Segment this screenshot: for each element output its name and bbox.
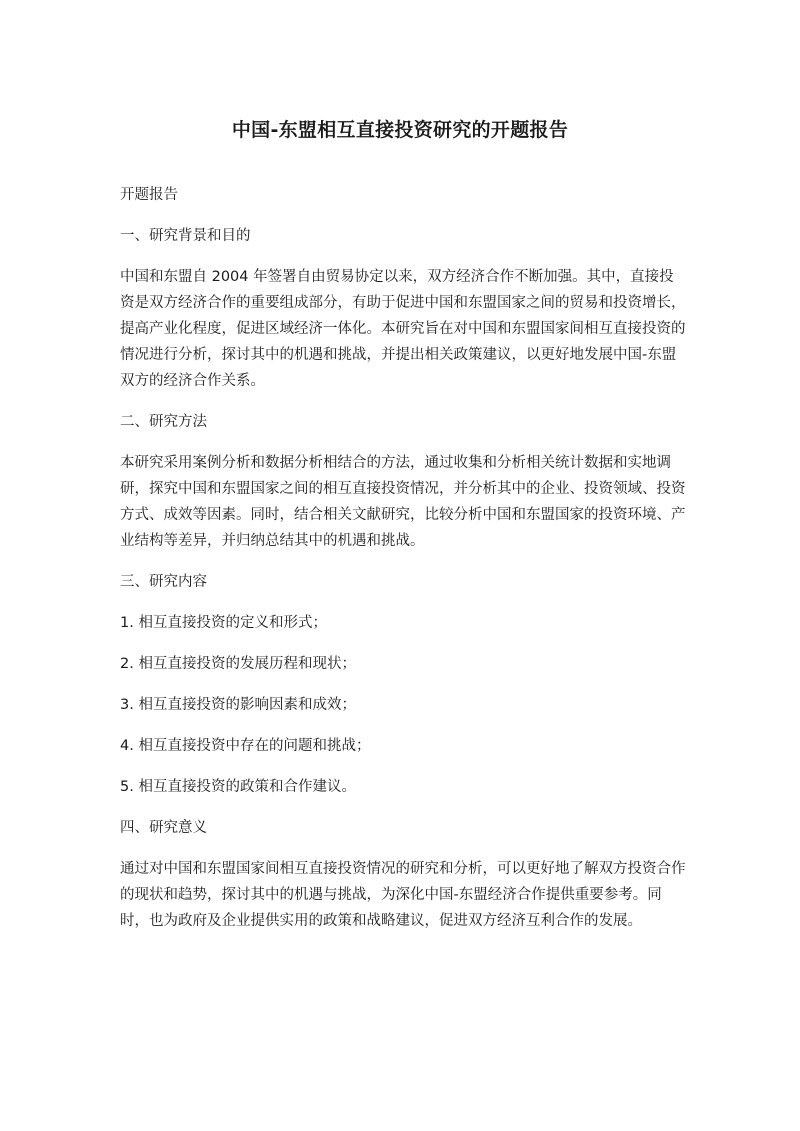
list-item: 3. 相互直接投资的影响因素和成效；: [120, 697, 356, 713]
section-heading-method: 二、研究方法: [120, 414, 207, 430]
list-item: 1. 相互直接投资的定义和形式；: [120, 615, 327, 631]
section-body-background: 中国和东盟自 2004 年签署自由贸易协定以来，双方经济合作不断加强。其中，直接投资是双方经济合作的重要组成部分，有助于促进中国和东盟国家之间的贸易和投资增长，提高产业化程度，促进区域经济一体化。本研究旨在对中国和东盟国家间相互直接投资的情况进行分析，探讨其中的机遇和挑战，并提出相关政策建议，以更好地发展中国-东盟双方的经济合作关系。: [120, 269, 686, 389]
section-body-significance: 通过对中国和东盟国家间相互直接投资情况的研究和分析，可以更好地了解双方投资合作的现状和趋势，探讨其中的机遇与挑战，为深化中国-东盟经济合作提供重要参考。同时，也为政府及企业提供实用的政策和战略建议，促进双方经济互利合作的发展。: [120, 861, 686, 929]
section-body-method: 本研究采用案例分析和数据分析相结合的方法，通过收集和分析相关统计数据和实地调研，探究中国和东盟国家之间的相互直接投资情况，并分析其中的企业、投资领域、投资方式、成效等因素。同时，结合相关文献研究，比较分析中国和东盟国家的投资环境、产业结构等差异，并归纳总结其中的机遇和挑战。: [120, 455, 686, 549]
section-heading-background: 一、研究背景和目的: [120, 228, 251, 244]
section-heading-content: 三、研究内容: [120, 574, 207, 590]
document-body: [120, 182, 688, 949]
list-item: 5. 相互直接投资的政策和合作建议。: [120, 779, 356, 795]
report-label: 开题报告: [120, 187, 178, 203]
document-title: 中国-东盟相互直接投资研究的开题报告: [231, 119, 569, 141]
list-item: 2. 相互直接投资的发展历程和现状；: [120, 656, 356, 672]
section-heading-significance: 四、研究意义: [120, 820, 207, 836]
list-item: 4. 相互直接投资中存在的问题和挑战；: [120, 738, 371, 754]
